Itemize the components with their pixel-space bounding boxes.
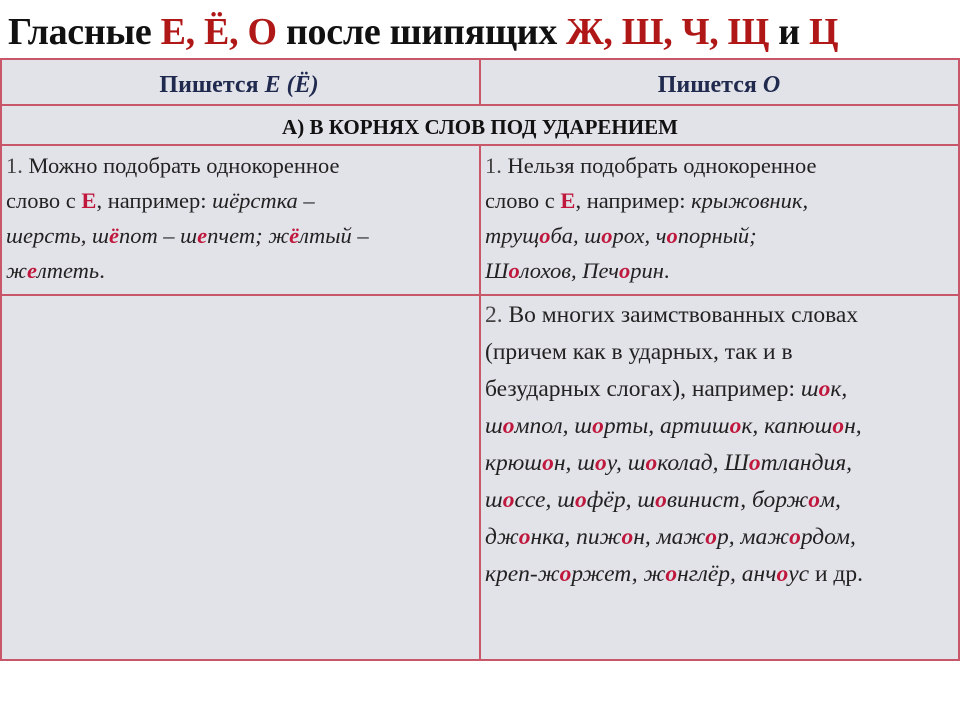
rule-left-line1: 1. Можно подобрать однокоренное [6, 153, 340, 178]
rule-right1-line2: слово с Е, например: крыжовник, [485, 188, 809, 213]
rule-right-1 [485, 148, 955, 288]
page-title: Гласные Е, Ё, О после шипящих Ж, Ш, Ч, Щ и Ц [8, 11, 839, 53]
rule-left-line4: желтеть. [6, 258, 105, 283]
rule-right2-line5: крюшон, шоу, шоколад, Шотландия, [485, 450, 853, 476]
rule-left [6, 148, 476, 288]
border-left [0, 58, 2, 661]
rule-right1-line4: Шолохов, Печорин. [485, 258, 670, 283]
rule-right2-line4: шомпол, шорты, артишок, капюшон, [485, 413, 862, 439]
rule-right2-line8: креп-жоржет, жонглёр, анчоус и др. [485, 561, 863, 587]
header-left: Пишется Е (Ё) [159, 72, 319, 98]
border-mid-body [479, 144, 481, 661]
rule-right2-line2: (причем как в ударных, так и в [485, 339, 793, 365]
rule-right1-line1: 1. Нельзя подобрать однокоренное [485, 153, 817, 178]
rule-right2-line7: джонка, пижон, мажор, мажордом, [485, 524, 856, 550]
rule-left-line3: шерсть, шёпот – шепчет; жёлтый – [6, 223, 369, 248]
rule-right2-line3: безударных слогах), например: шок, [485, 376, 848, 402]
rule-right2-line6: шоссе, шофёр, шовинист, боржом, [485, 487, 841, 513]
header-right: Пишется О [657, 72, 781, 98]
rule-left-line2: слово с Е, например: шёрстка – [6, 188, 315, 213]
section-title: А) В КОРНЯХ СЛОВ ПОД УДАРЕНИЕМ [282, 115, 678, 139]
rule-right-2 [485, 297, 955, 593]
rule-right1-line3: трущоба, шорох, чопорный; [485, 223, 757, 248]
rule-right2-line1: 2. Во многих заимствованных словах [485, 302, 859, 328]
